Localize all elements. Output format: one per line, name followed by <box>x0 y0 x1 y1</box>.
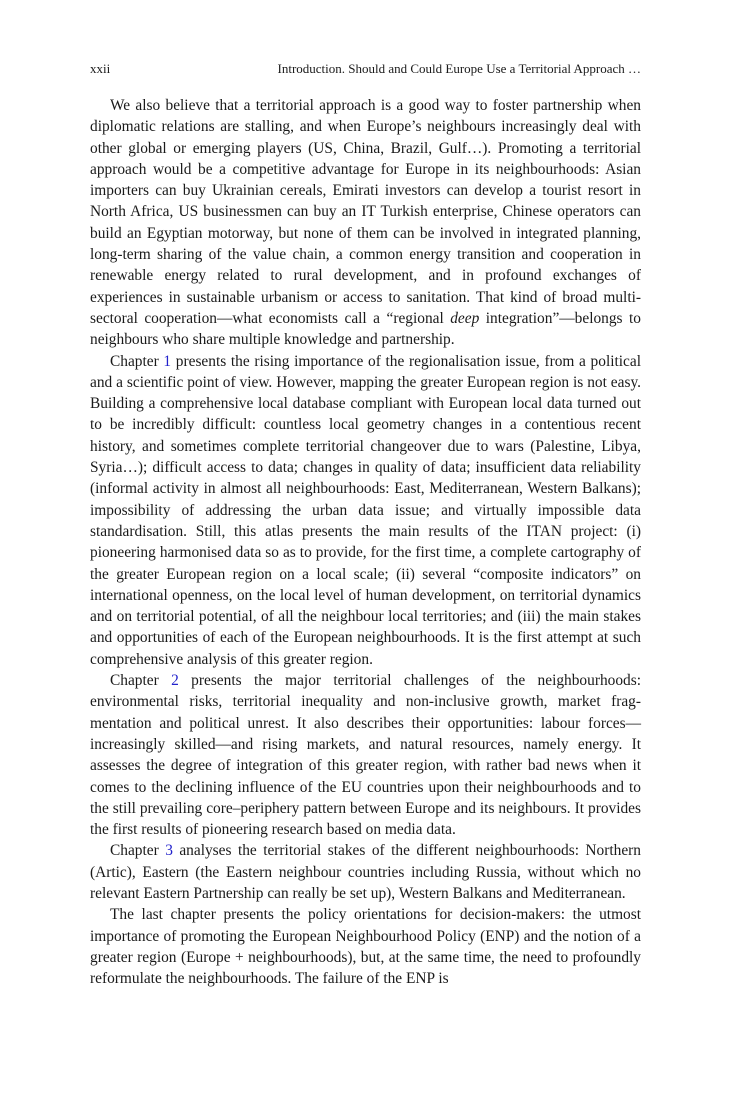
paragraph-text: Chapter <box>110 842 166 860</box>
paragraph-text: presents the rising importance of the regionalisation issue, from a political and a scientific point of view. However, mapping the greater European region is not easy. Building a comprehensive local database compliant with European local data turned out to be incredibly difficult: countless local geometry changes in a contentious recent history, and sometimes complete territorial changeover due to wars (Palestine, Libya, Syria…); difficult access to data; changes in quality of data; insufficient data reliability (informal activity in almost all neighbourhoods: East, Mediterranean, Western Balkans); impossibility of addressing the urban data issue; and virtually impossible data standardisation. Still, this atlas presents the main results of the ITAN project: (i) pioneering harmonised data so as to provide, for the first time, a complete cartography of the greater European region on a local scale; (ii) several “composite indicators” on international openness, on the local level of human development, on territorial dynamics and on territorial potential, of all the neighbour local territories; and (iii) the main stakes and opportunities of each of the European neighbourhoods. It is the first attempt at such comprehensive analysis of this greater region. <box>90 352 641 668</box>
paragraph-text: presents the major territorial challenges of the neighbourhoods: environmental risks, territorial inequality and non-inclusive growth, market fragmentation and political unrest. It also describes their opportunities: labour forces—increasingly skilled—and rising markets, and natural resources, namely energy. It assesses the degree of integration of this greater region, with rather bad news when it comes to the declining influence of the EU countries upon their neighbourhoods and to the still prevailing core–periphery pattern between Europe and its neighbours. It provides the first results of pioneering research based on media data. <box>90 672 641 839</box>
paragraph-partnership <box>90 95 641 351</box>
paragraph-chapter-1 <box>90 351 641 670</box>
paragraph-last-chapter <box>90 904 641 989</box>
paragraph-chapter-3 <box>90 840 641 904</box>
paragraph-text: Chapter <box>110 352 164 370</box>
body-text <box>90 95 641 989</box>
paragraph-text: analyses the territorial stakes of the different neighbourhoods: Northern (Artic), Eastern (the Eastern neighbour countries including Russia, without which no relevant Eastern Partnership can really be set up), Western Balkans and Mediterranean. <box>90 842 641 902</box>
running-head <box>90 60 641 78</box>
paragraph-text: We also believe that a territorial approach is a good way to foster partnership when diplomatic relations are stalling, and when Europe’s neighbours increasingly deal with other global or emerging players (US, China, Brazil, Gulf…). Promoting a territorial approach would be a competitive advantage for Europe in its neighbourhoods: Asian importers can buy Ukrainian cereals, Emirati investors can develop a tourist resort in North Africa, US businessmen can buy an IT Turkish enterprise, Chinese operators can build an Egyptian motorway, but none of them can be involved in integrated planning, long-term sharing of the value chain, a common energy transition and cooperation in renewable energy related to rural development, and in profound exchanges of experiences in sustainable urbanism or access to sanitation. That kind of broad multi-sectoral cooperation—what economists call a “regional <box>90 97 641 327</box>
page-number: xxii <box>90 61 111 76</box>
chapter-1-link[interactable]: 1 <box>163 352 172 370</box>
paragraph-text: integration”—belongs to neighbours who share multiple knowledge and partnership. <box>90 309 641 349</box>
chapter-3-link[interactable]: 3 <box>165 842 173 860</box>
paragraph-chapter-2 <box>90 670 641 840</box>
emphasis-text: deep <box>450 309 480 327</box>
running-title: Introduction. Should and Could Europe Use a Territorial Approach … <box>277 61 641 76</box>
chapter-2-link[interactable]: 2 <box>171 672 179 690</box>
paragraph-text: The last chapter presents the policy orientations for decision-makers: the utmost importance of promoting the European Neighbourhood Policy (ENP) and the notion of a greater region (Europe + neighbourhoods), but, at the same time, the need to profoundly reformulate the neighbourhoods. The failure of the ENP is <box>90 906 641 988</box>
paragraph-text: Chapter <box>110 672 172 690</box>
